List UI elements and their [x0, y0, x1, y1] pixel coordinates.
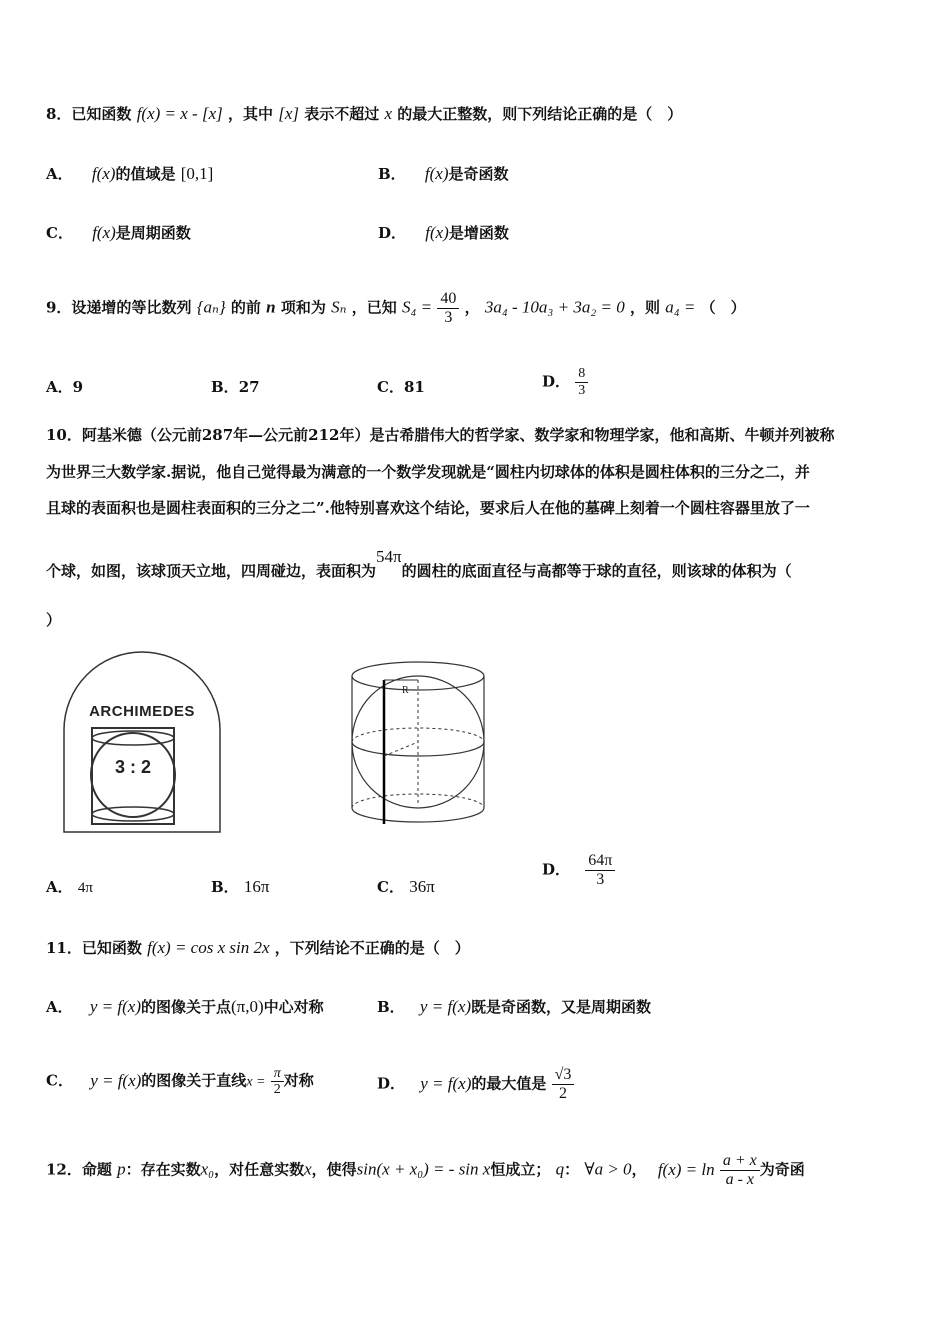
option-text: 既是奇函数，又是周期函数 [471, 998, 652, 1016]
q10-area: 54π [376, 547, 402, 566]
option-fraction [575, 366, 588, 399]
option-label: C． [377, 878, 404, 896]
option-label: B． [211, 378, 239, 396]
option-label: C． [46, 1071, 73, 1090]
option-text: 9 [72, 378, 84, 396]
option-text: 36π [409, 877, 435, 896]
fraction-numerator: 40 [437, 290, 459, 309]
option-text: 是奇函数 [448, 165, 509, 183]
option-text: 是增函数 [448, 224, 509, 242]
q10-line-3: 且球的表面积也是圆柱表面积的三分之二”.他特别喜欢这个结论，要求后人在他的墓碑上刻着一个圆柱容器里放了一 [46, 499, 810, 517]
fraction-numerator: 64π [585, 852, 615, 871]
option-math: f(x) [91, 164, 116, 183]
q8-option-c[interactable] [46, 222, 191, 243]
fraction-numerator: a + x [720, 1152, 760, 1171]
q12-x0: x₀ [200, 1159, 215, 1179]
q9-text: 项和为 [280, 298, 326, 317]
q12-text: 恒成立； [490, 1160, 551, 1179]
q10-option-c[interactable] [377, 876, 435, 897]
q8-variable: x [384, 104, 393, 123]
q11-option-a[interactable] [46, 996, 324, 1017]
option-text: 4π [77, 880, 93, 896]
q9-text: ，则 [629, 298, 660, 317]
q12-text: ， [631, 1160, 647, 1179]
option-text: 中心对称 [263, 998, 324, 1016]
q11-option-d[interactable] [377, 1066, 574, 1103]
q8-option-b[interactable] [378, 163, 509, 184]
option-fraction [585, 852, 615, 889]
q10-option-d[interactable] [542, 852, 615, 889]
q10-line-5: ） [46, 611, 62, 629]
option-fraction [552, 1066, 575, 1103]
q10-line-1: 10．阿基米德（公元前287年—公元前212年）是古希腊伟大的哲学家、数学家和物理学家，他和高斯、牛顿并列被称 [46, 426, 835, 444]
tomb-inscription: ARCHIMEDES [89, 703, 195, 720]
question-9-stem [46, 290, 746, 327]
option-fraction [271, 1066, 284, 1097]
q12-text: ： [564, 1160, 580, 1179]
q8-lead: 8．已知函数 [46, 105, 132, 123]
q12-text: ：存在实数 [125, 1160, 201, 1179]
q12-text: 为奇函 [759, 1160, 805, 1179]
fraction-denominator: 3 [596, 871, 605, 888]
fraction-denominator: 2 [273, 1082, 281, 1097]
option-math: f(x) [424, 164, 449, 183]
q10-option-a[interactable] [46, 876, 93, 897]
tomb-ratio: 3 : 2 [114, 757, 152, 777]
option-label: B． [377, 998, 405, 1016]
option-math: y = f(x) [90, 1070, 142, 1090]
q12-condition: ∀a > 0 [584, 1159, 632, 1179]
q12-text: ，使得 [311, 1160, 357, 1179]
q8-text: 表示不超过 [304, 105, 380, 123]
q8-function: f(x) = x - [x] [136, 104, 223, 123]
q8-floor-notation: [x] [278, 104, 299, 123]
q12-text: ，对任意实数 [214, 1160, 305, 1179]
q9-option-d[interactable] [542, 366, 588, 399]
q12-q: q [555, 1159, 565, 1179]
q9-s4-fraction [437, 290, 459, 327]
q9-sum: Sₙ [331, 297, 347, 317]
q12-x: x [304, 1159, 312, 1179]
option-interval: [0,1] [180, 164, 214, 183]
option-text: 的图像关于点 [140, 998, 231, 1016]
q9-option-b[interactable] [211, 376, 260, 397]
option-label: D． [377, 1074, 406, 1093]
option-label: D． [542, 372, 571, 391]
fraction-numerator: π [271, 1066, 284, 1082]
q11-function: f(x) = cos x sin 2x [147, 938, 270, 957]
q9-a4: a₄ = [665, 297, 696, 317]
q11-option-b[interactable] [377, 996, 651, 1017]
fraction-numerator: √3 [552, 1066, 575, 1085]
q10-line-4 [46, 547, 792, 581]
q8-option-d[interactable] [378, 222, 509, 243]
q9-text: （ ） [700, 298, 746, 317]
option-math: x = [246, 1074, 266, 1090]
option-label: A． [46, 378, 73, 396]
option-label: B． [378, 165, 406, 183]
option-label: D． [542, 860, 571, 879]
q9-text: ， [464, 298, 480, 317]
q10-text: 个球，如图，该球顶天立地，四周碰边，表面积为 [46, 562, 377, 580]
option-math: y = f(x) [420, 1073, 472, 1093]
option-label: C． [377, 378, 404, 396]
q10-option-b[interactable] [211, 876, 270, 897]
q11-lead: 11．已知函数 [46, 939, 142, 957]
q9-equation: 3a₄ - 10a₃ + 3a₂ = 0 [484, 297, 625, 317]
radius-label: R [402, 685, 409, 696]
option-label: D． [378, 224, 407, 242]
q10-text: 的圆柱的底面直径与高都等于球的直径，则该球的体积为（ [401, 562, 792, 580]
option-text: 16π [243, 877, 270, 896]
option-label: C． [46, 224, 73, 242]
question-12-stem [46, 1152, 805, 1189]
q11-text: ，下列结论不正确的是（ ） [274, 939, 470, 957]
q12-p: p [117, 1159, 126, 1179]
option-math: y = f(x) [89, 997, 141, 1016]
question-11-stem [46, 937, 470, 958]
option-point: (π,0) [231, 997, 264, 1016]
q11-option-c[interactable] [46, 1066, 314, 1097]
q12-equation: sin(x + x₀) = - sin x [356, 1159, 491, 1179]
option-text: 的图像关于直线 [141, 1071, 247, 1090]
q9-text: 的前 [230, 298, 261, 317]
q9-n: n [266, 297, 276, 317]
cylinder-sphere-figure [344, 656, 492, 828]
q12-function: f(x) = ln [657, 1159, 715, 1179]
q10-line-2: 为世界三大数学家.据说，他自己觉得最为满意的一个数学发现就是“圆柱内切球体的体积是圆柱体积的三分之二，并 [46, 463, 810, 481]
q9-option-a[interactable] [46, 376, 83, 397]
q9-s4: S₄ = [402, 297, 433, 317]
option-label: B． [211, 878, 239, 896]
fraction-denominator: 3 [578, 383, 586, 398]
option-label: A． [46, 998, 73, 1016]
q9-sequence: {aₙ} [196, 297, 226, 317]
question-8-stem [46, 103, 682, 124]
q12-lead: 12．命题 [46, 1160, 112, 1179]
q8-text: ，其中 [227, 105, 273, 123]
option-math: f(x) [425, 223, 449, 242]
q9-option-c[interactable] [377, 376, 425, 397]
q8-option-a[interactable] [46, 163, 213, 184]
q12-fraction [720, 1152, 760, 1189]
q9-lead: 9．设递增的等比数列 [46, 298, 192, 317]
q9-text: ，已知 [351, 298, 397, 317]
option-text: 对称 [283, 1071, 314, 1090]
option-text: 是周期函数 [115, 224, 191, 242]
option-label: A． [46, 878, 73, 896]
option-math: y = f(x) [419, 997, 472, 1016]
option-text: 的最大值是 [471, 1074, 547, 1093]
option-text: 27 [238, 378, 260, 396]
fraction-denominator: 2 [559, 1085, 567, 1102]
fraction-denominator: 3 [444, 309, 453, 326]
option-text: 的值域是 [115, 165, 176, 183]
q8-text: 的最大正整数，则下列结论正确的是（ ） [397, 105, 683, 123]
fraction-numerator: 8 [575, 366, 588, 383]
option-text: 81 [403, 378, 425, 396]
fraction-denominator: a - x [725, 1171, 755, 1188]
option-label: A． [46, 165, 73, 183]
option-math: f(x) [92, 223, 116, 242]
archimedes-tomb-figure [58, 650, 226, 836]
